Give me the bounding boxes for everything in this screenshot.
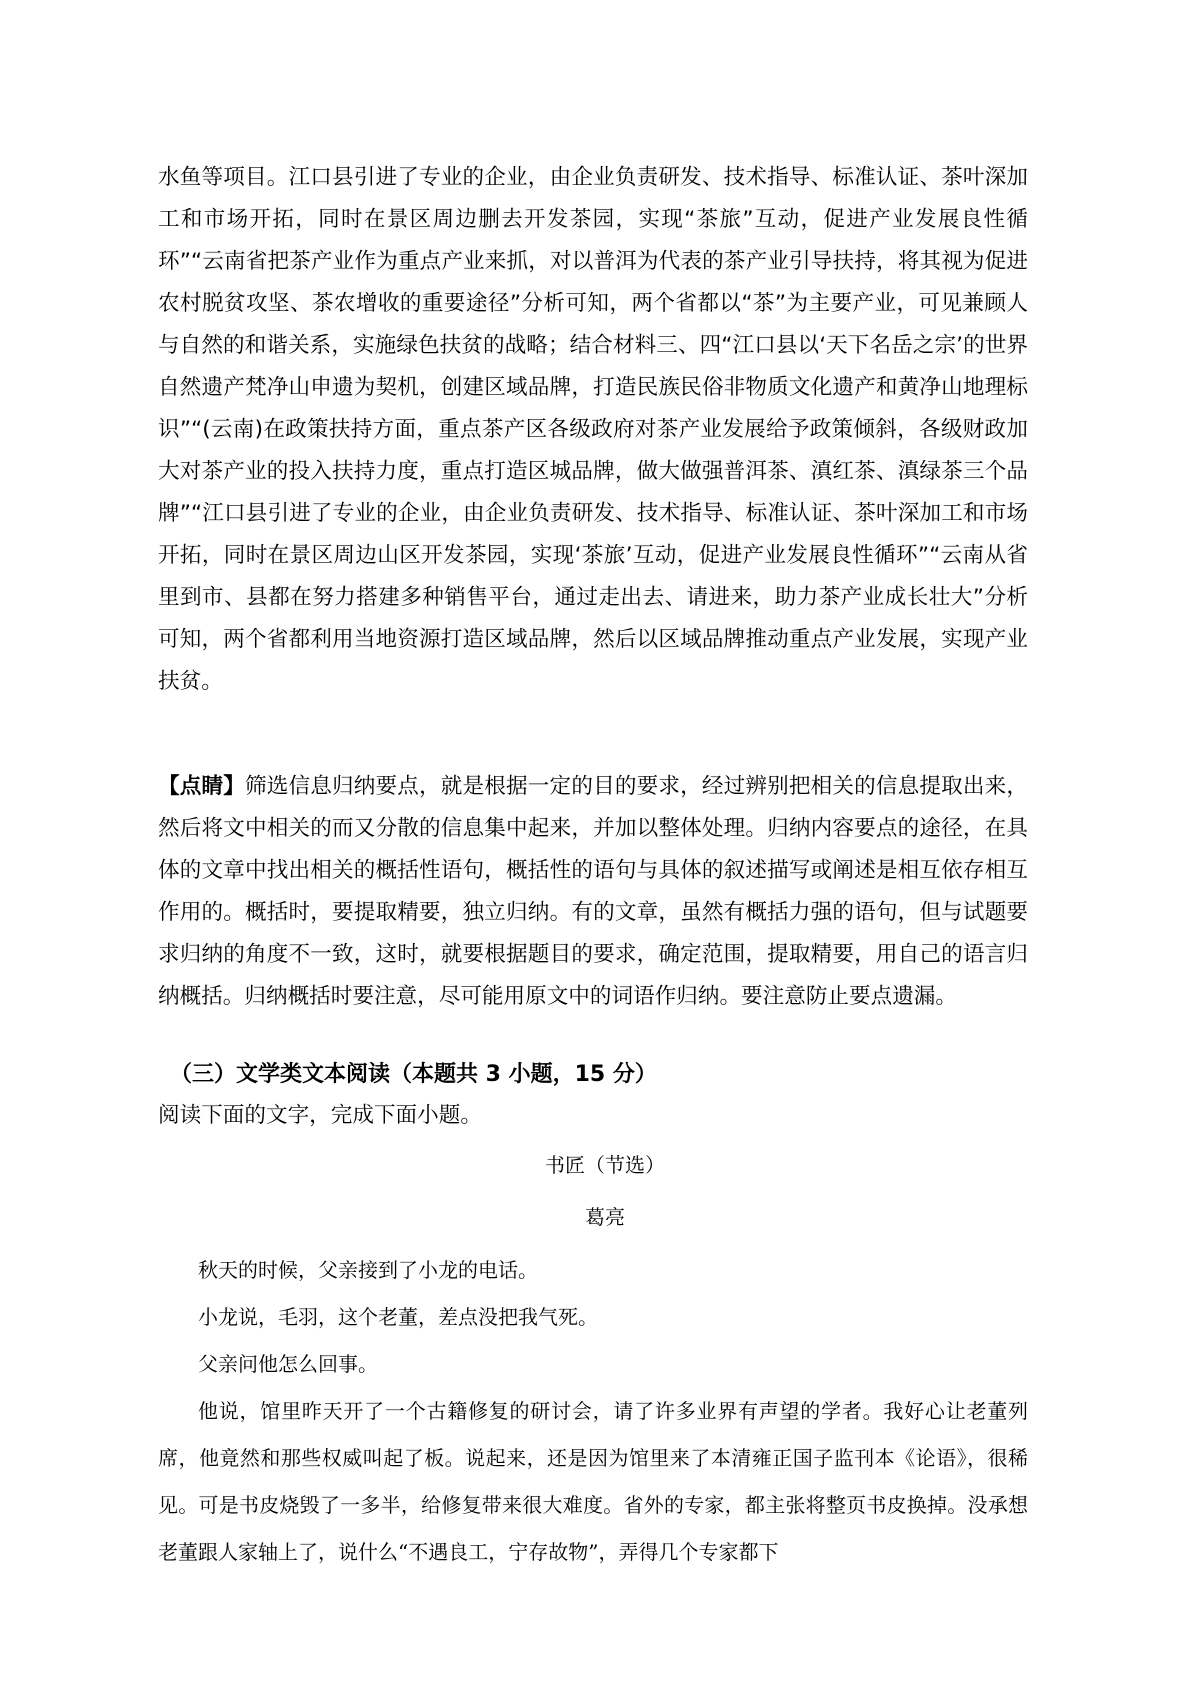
story-author: 葛亮 bbox=[585, 1205, 625, 1229]
story-title: 书匠（节选） bbox=[545, 1153, 665, 1177]
story-paragraph: 秋天的时候，父亲接到了小龙的电话。 bbox=[198, 1258, 538, 1282]
story-paragraph: 他说，馆里昨天开了一个古籍修复的研讨会，请了许多业界有声望的学者。我好心让老董列席，他竟然和那些权威叫起了板。说起来，还是因为馆里来了本清雍正国子监刊本《论语》，很稀见。可是书皮烧毁了一多半，给修复带来很大难度。省外的专家，都主张将整页书皮换掉。没承想老董跟人家轴上了，说什么“不遇良工，宁存故物”，弄得几个专家都下 bbox=[158, 1399, 1028, 1564]
tips-tag: 【点睛】 bbox=[158, 774, 246, 799]
answer-analysis bbox=[158, 157, 1028, 703]
story-paragraph: 父亲问他怎么回事。 bbox=[198, 1352, 378, 1376]
story-body bbox=[158, 1247, 1028, 1576]
tips-paragraph bbox=[158, 766, 1028, 1018]
story-paragraph: 小龙说，毛羽，这个老董，差点没把我气死。 bbox=[198, 1305, 598, 1329]
section-heading: （三）文学类文本阅读（本题共 3 小题，15 分） bbox=[170, 1062, 657, 1087]
tips-section bbox=[158, 766, 1028, 1018]
analysis-paragraph: 水鱼等项目。江口县引进了专业的企业，由企业负责研发、技术指导、标准认证、茶叶深加工和市场开拓，同时在景区周边删去开发茶园，实现“茶旅”互动，促进产业发展良性循环”“云南省把茶产业作为重点产业来抓，对以普洱为代表的茶产业引导扶持，将其视为促进农村脱贫攻坚、茶农增收的重要途径”分析可知，两个省都以“茶”为主要产业，可见兼顾人与自然的和谐关系，实施绿色扶贫的战略；结合材料三、四“江口县以‘天下名岳之宗’的世界自然遗产梵净山申遗为契机，创建区域品牌，打造民族民俗非物质文化遗产和黄净山地理标识”“(云南)在政策扶持方面，重点茶产区各级政府对茶产业发展给予政策倾斜，各级财政加大对茶产业的投入扶持力度，重点打造区城品牌，做大做强普洱茶、滇红茶、滇绿茶三个品牌”“江口县引进了专业的企业，由企业负责研发、技术指导、标准认证、茶叶深加工和市场开拓，同时在景区周边山区开发茶园，实现‘茶旅’互动，促进产业发展良性循环”“云南从省里到市、县都在努力搭建多种销售平台，通过走出去、请进来，助力茶产业成长壮大”分析可知，两个省都利用当地资源打造区域品牌，然后以区域品牌推动重点产业发展，实现产业扶贫。 bbox=[158, 165, 1028, 694]
tips-text: 筛选信息归纳要点，就是根据一定的目的要求，经过辨别把相关的信息提取出来，然后将文中相关的而又分散的信息集中起来，并加以整体处理。归纳内容要点的途径，在具体的文章中找出相关的概括性语句，概括性的语句与具体的叙述描写或阐述是相互依存相互作用的。概括时，要提取精要，独立归纳。有的文章，虽然有概括力强的语句，但与试题要求归纳的角度不一致，这时，就要根据题目的要求，确定范围，提取精要，用自己的语言归纳概括。归纳概括时要注意，尽可能用原文中的词语作归纳。要注意防止要点遗漏。 bbox=[158, 774, 1028, 1009]
reading-instruction: 阅读下面的文字，完成下面小题。 bbox=[158, 1103, 482, 1128]
